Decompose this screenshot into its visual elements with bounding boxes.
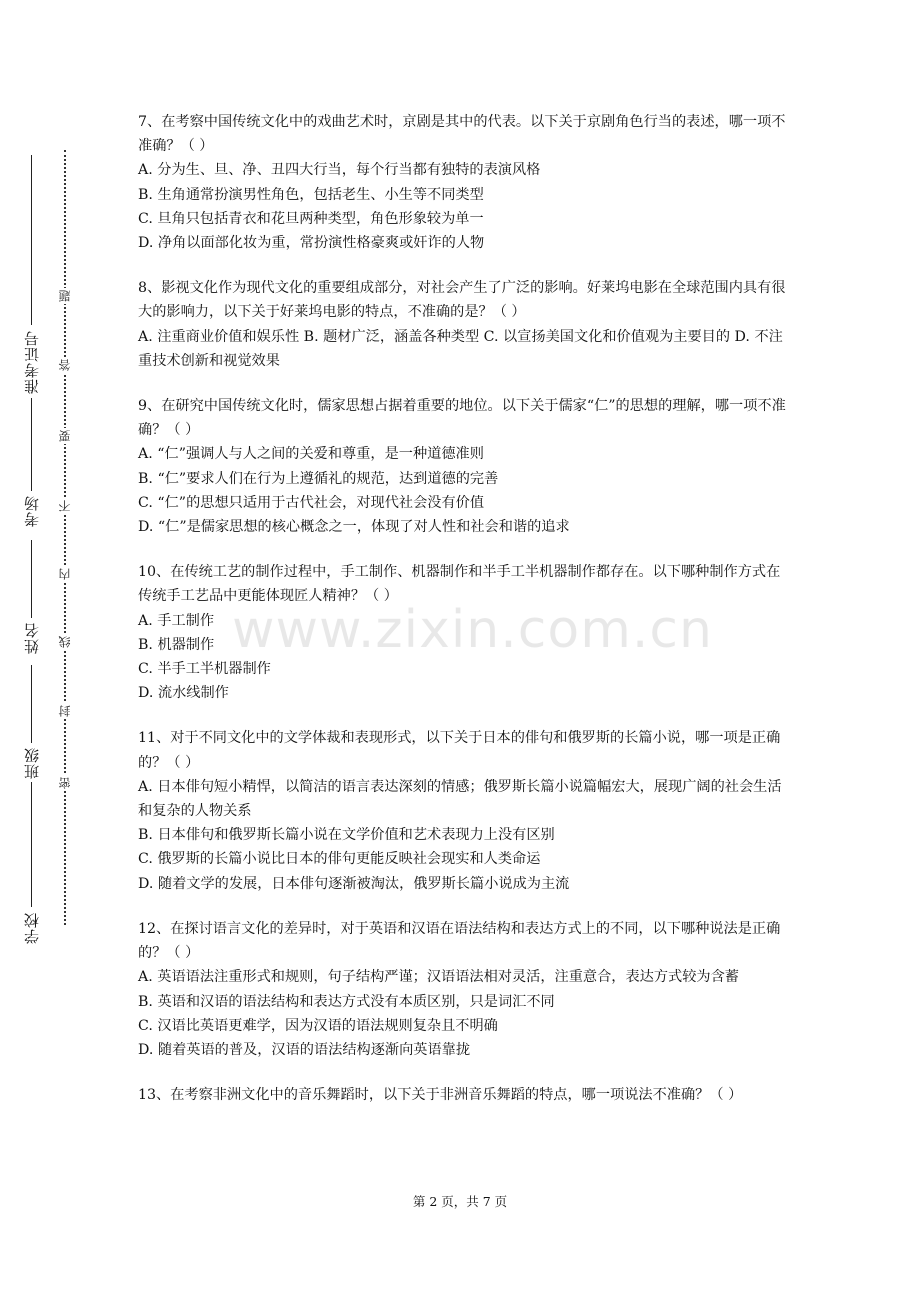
question-11 <box>138 726 786 895</box>
seal-word: 答 <box>58 359 72 371</box>
option-d: D. “仁”是儒家思想的核心概念之一，体现了对人性和社会和谐的追求 <box>138 519 570 536</box>
binding-margin <box>0 0 120 1302</box>
seal-dotted-line <box>64 150 66 925</box>
school-field <box>14 912 48 944</box>
question-9 <box>138 394 786 539</box>
option-c: C. 半手工半机器制作 <box>138 661 271 678</box>
question-stem: 7、在考察中国传统文化中的戏曲艺术时，京剧是其中的代表。以下关于京剧角色行当的表述，哪一项不准确？（ ） <box>138 114 786 155</box>
option-b: B. 机器制作 <box>138 636 215 653</box>
option-b: B. 生角通常扮演男性角色，包括老生、小生等不同类型 <box>138 186 484 203</box>
option-d: D. 随着英语的普及，汉语的语法结构逐渐向英语靠拢 <box>138 1041 471 1058</box>
question-stem: 8、影视文化作为现代文化的重要组成部分，对社会产生了广泛的影响。好莱坞电影在全球范围内具有很大的影响力，以下关于好莱坞电影的特点，不准确的是？（ ） <box>138 280 786 321</box>
class-field <box>14 747 48 779</box>
option-a: A. 分为生、旦、净、丑四大行当，每个行当都有独特的表演风格 <box>138 162 541 179</box>
option-a: A. 英语语法注重形式和规则，句子结构严谨；汉语语法相对灵活，注重意合，表达方式较为含蓄 <box>138 969 739 986</box>
option-d: D. 随着文学的发展，日本俳句逐渐被淘汰，俄罗斯长篇小说成为主流 <box>138 875 570 892</box>
ticket-number-field <box>14 330 48 394</box>
question-stem: 9、在研究中国传统文化时，儒家思想占据着重要的地位。以下关于儒家“仁”的思想的理解，哪一项不准确？（ ） <box>138 398 786 439</box>
option-a: A. 日本俳句短小精悍，以简洁的语言表达深刻的情感；俄罗斯长篇小说篇幅宏大，展现广阔的社会生活和复杂的人物关系 <box>138 778 782 820</box>
option-b: B. “仁”要求人们在行为上遵循礼的规范，达到道德的完善 <box>138 470 499 487</box>
question-stem: 13、在考察非洲文化中的音乐舞蹈时，以下关于非洲音乐舞蹈的特点，哪一项说法不准确？（ ） <box>138 1087 743 1104</box>
option-c: C. 俄罗斯的长篇小说比日本的俳句更能反映社会现实和人类命运 <box>138 851 541 868</box>
class-label: 班级 <box>22 747 41 779</box>
question-13 <box>138 1083 786 1107</box>
option-b: B. 日本俳句和俄罗斯长篇小说在文学价值和艺术表现力上没有区别 <box>138 827 555 844</box>
seal-word: 要 <box>58 430 72 442</box>
option-c: C. “仁”的思想只适用于古代社会，对现代社会没有价值 <box>138 494 485 511</box>
exam-room-line <box>31 398 32 491</box>
option-b: B. 英语和汉语的语法结构和表达方式没有本质区别，只是词汇不同 <box>138 993 555 1010</box>
name-label: 姓名 <box>22 622 41 654</box>
watermark: www.zixin.com.cn <box>232 600 713 660</box>
question-8 <box>138 276 786 373</box>
question-stem: 11、对于不同文化中的文学体裁和表现形式，以下关于日本的俳句和俄罗斯的长篇小说，哪一项是正确的？（ ） <box>138 730 781 771</box>
school-line <box>31 782 32 907</box>
option-c: C. 汉语比英语更难学，因为汉语的语法规则复杂且不明确 <box>138 1017 498 1034</box>
option-c: C. 旦角只包括青衣和花旦两种类型，角色形象较为单一 <box>138 210 484 227</box>
name-line <box>31 540 32 618</box>
seal-word: 不 <box>58 500 72 512</box>
option-d: D. 流水线制作 <box>138 685 229 702</box>
name-field <box>14 622 48 654</box>
class-line <box>31 665 32 743</box>
seal-word: 内 <box>58 568 72 580</box>
ticket-number-label: 准考证号 <box>22 330 41 394</box>
question-stem: 10、在传统工艺的制作过程中，手工制作、机器制作和半手工半机器制作都存在。以下哪种制作方式在传统手工艺品中更能体现匠人精神？（ ） <box>138 564 781 605</box>
seal-word: 线 <box>58 636 72 648</box>
question-12 <box>138 917 786 1062</box>
option-a: A. 手工制作 <box>138 612 215 629</box>
ticket-number-line <box>31 155 32 325</box>
school-label: 学校 <box>22 912 41 944</box>
seal-word: 题 <box>58 290 72 302</box>
page-footer: 第 2 页，共 7 页 <box>412 1194 508 1209</box>
seal-word: 密 <box>58 777 72 789</box>
seal-word: 封 <box>58 705 72 717</box>
option-d: D. 净角以面部化妆为重，常扮演性格豪爽或奸诈的人物 <box>138 235 485 252</box>
question-7 <box>138 110 786 255</box>
exam-room-label: 考场 <box>22 495 41 527</box>
exam-room-field <box>14 495 48 527</box>
question-stem: 12、在探讨语言文化的差异时，对于英语和汉语在语法结构和表达方式上的不同，以下哪种说法是正确的？（ ） <box>138 920 781 962</box>
options-inline: A. 注重商业价值和娱乐性 B. 题材广泛，涵盖各种类型 C. 以宣扬美国文化和价值观为主要目的 D. 不注重技术创新和视觉效果 <box>138 328 783 369</box>
option-a: A. “仁”强调人与人之间的关爱和尊重，是一种道德准则 <box>138 446 484 463</box>
